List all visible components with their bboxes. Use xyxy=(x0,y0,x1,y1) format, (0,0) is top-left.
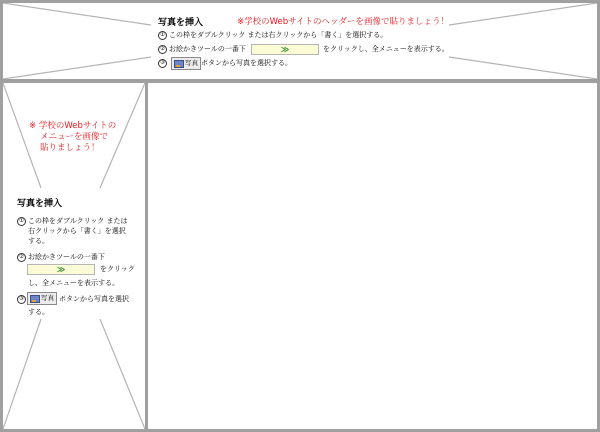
chevron-double-down-icon: ≫ xyxy=(280,45,290,54)
side-step-3-line-2: する。 xyxy=(28,308,49,316)
step-text: この枠をダブルクリック または xyxy=(28,217,128,225)
fold-menu-bar[interactable] xyxy=(27,264,95,275)
header-notice: ※学校のWebサイトのヘッダーを画像で貼りましょう！ xyxy=(237,17,450,27)
header-image-frame[interactable] xyxy=(3,3,597,79)
side-notice-line-1: ※ 学校のWebサイトの xyxy=(29,121,117,131)
photo-button-label: 写真 xyxy=(185,59,198,67)
side-menu-image-frame[interactable] xyxy=(3,83,145,429)
side-step-1 xyxy=(17,216,128,226)
step-text: お絵かきツールの一番下 xyxy=(169,45,246,53)
diag-bl xyxy=(3,319,41,429)
step-number: ② xyxy=(158,45,167,54)
step-number: ① xyxy=(158,31,167,40)
side-notice-line-2: メニューを画像で xyxy=(40,132,109,142)
header-step-3-post: ボタンから写真を選択する。 xyxy=(201,59,292,67)
step-text: この枠をダブルクリック または右クリックから「書く」を選択する。 xyxy=(169,31,388,39)
side-step-2-line-3: し、全メニューを表示する。 xyxy=(28,279,119,287)
diag-tl xyxy=(3,83,41,188)
header-step-1 xyxy=(158,30,387,40)
side-step-1-line-2: 右クリックから「書く」を選択 xyxy=(28,227,126,235)
header-step-2-post: をクリックし、全メニューを表示する。 xyxy=(323,45,449,53)
side-step-2-post: をクリック xyxy=(100,265,135,273)
step-text: お絵かきツールの一番下 xyxy=(28,253,105,261)
photo-icon xyxy=(30,295,40,303)
side-step-3-post: ボタンから写真を選択 xyxy=(59,295,129,303)
diag-br xyxy=(449,57,597,79)
photo-button[interactable] xyxy=(171,57,201,70)
step-number: ③ xyxy=(17,295,26,304)
header-step-2 xyxy=(158,44,246,54)
diag-tl xyxy=(3,3,151,25)
diag-br xyxy=(100,319,145,429)
fold-menu-bar[interactable] xyxy=(251,44,319,55)
photo-icon xyxy=(174,60,184,68)
chevron-double-down-icon: ≫ xyxy=(56,265,66,274)
photo-button-label: 写真 xyxy=(41,294,54,302)
side-step-1-line-3: する。 xyxy=(28,237,49,245)
header-title: 写真を挿入 xyxy=(158,18,204,28)
main-content-area[interactable] xyxy=(148,83,597,429)
side-step-2 xyxy=(17,252,105,262)
side-title: 写真を挿入 xyxy=(17,199,63,209)
diag-bl xyxy=(3,57,151,79)
step-number: ③ xyxy=(158,59,167,68)
side-notice-line-3: 貼りましょう！ xyxy=(40,143,100,153)
step-number: ① xyxy=(17,217,26,226)
diag-tr xyxy=(449,3,597,25)
photo-button[interactable] xyxy=(27,292,57,305)
header-step-3 xyxy=(158,58,169,68)
step-number: ② xyxy=(17,253,26,262)
